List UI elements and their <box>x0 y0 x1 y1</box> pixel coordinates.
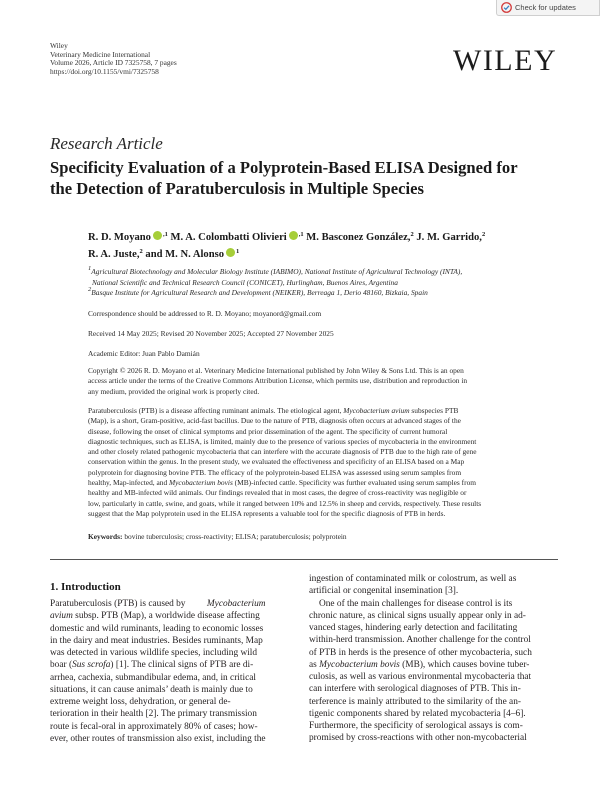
section-heading: 1. Introduction <box>50 581 121 593</box>
author-name: R. D. Moyano <box>88 232 151 243</box>
orcid-icon[interactable] <box>226 248 235 257</box>
volume-info: Volume 2026, Article ID 7325758, 7 pages <box>50 58 177 68</box>
author-affiliation-sup: 2 <box>481 231 486 238</box>
article-type: Research Article <box>50 134 163 153</box>
affiliation-sup: 2 <box>88 286 92 293</box>
academic-editor: Academic Editor: Juan Pablo Damián <box>88 349 200 358</box>
body-line <box>50 598 266 610</box>
author-name: M. Basconez González, <box>306 232 411 243</box>
affiliation-line: National Scientific and Technical Research Council (CONICET), Hurlingham, Buenos Aires, Argentina <box>92 277 398 287</box>
body-column-right <box>309 573 532 745</box>
body-line: Furthermore, the specificity of serological assays is com- <box>309 721 523 731</box>
journal-meta <box>50 42 177 76</box>
body-italic: Mycobacterium <box>206 599 266 609</box>
abstract-line <box>88 406 572 416</box>
author-affiliation-sup: 1 <box>236 248 240 255</box>
abstract-line: suggest that the Map polyprotein used in the ELISA represents a valuable tool for the specific diagnosis of PTB in herds. <box>88 508 446 518</box>
abstract-line <box>88 478 572 488</box>
check-for-updates-label: Check for updates <box>515 3 576 12</box>
publisher-name: Wiley <box>50 41 68 50</box>
body-line: vanced stages, hindering early detection and facilitating <box>309 623 518 633</box>
affiliation-line <box>88 267 568 278</box>
author-name: M. A. Colombatti Olivieri <box>170 232 287 243</box>
body-line: can interfere with serological diagnoses of PTB. This in- <box>309 684 521 695</box>
body-line: ingestion of contaminated milk or colostrum, as well as <box>309 574 517 584</box>
orcid-icon[interactable] <box>153 231 162 240</box>
orcid-icon[interactable] <box>289 231 298 240</box>
abstract-text: healthy, Map-infected, and <box>88 478 169 488</box>
abstract-line: healthy and MB-infected wild animals. Our findings revealed that in most cases, the degree of cross-reactivity was negligible or <box>88 488 467 498</box>
section-divider <box>50 559 558 560</box>
body-text: Paratuberculosis (PTB) is caused by <box>50 599 186 609</box>
abstract-italic: Mycobacterium avium <box>343 406 410 415</box>
body-line <box>50 659 266 671</box>
abstract-italic: Mycobacterium bovis <box>169 478 233 488</box>
abstract-line: polyprotein for diagnosing bovine PTB. The efficacy of the polyprotein-based ELISA was assessed using serum samples from <box>88 467 462 477</box>
body-line: within-herd transmission. Another challenge for the control <box>309 635 531 646</box>
author-row <box>88 229 568 246</box>
keywords <box>88 532 347 541</box>
body-line: promised by cross-reactions with other non-mycobacterial <box>309 733 527 744</box>
affiliations <box>88 267 568 299</box>
doi-link[interactable]: https://doi.org/10.1155/vmi/7325758 <box>50 66 159 76</box>
article-title <box>50 158 570 199</box>
title-line: Specificity Evaluation of a Polyprotein-Based ELISA Designed for <box>50 158 518 177</box>
body-line: in the dairy and meat industries. Besides ruminants, Map <box>50 635 263 646</box>
check-for-updates-button[interactable] <box>496 0 600 16</box>
body-text: subsp. PTB (Map), a worldwide disease affecting <box>72 611 260 622</box>
author-list <box>88 229 568 263</box>
body-line: culosis, as well as various environmental mycobacteria that <box>309 672 532 682</box>
body-line <box>50 610 266 622</box>
body-line: terioration in their health [2]. The primary transmission <box>50 709 257 720</box>
copyright-notice <box>88 366 568 397</box>
body-line: domestic and wild ruminants, leading to economic losses <box>50 623 264 634</box>
keywords-label: Keywords: <box>88 532 123 541</box>
check-for-updates-icon <box>501 2 512 13</box>
author-name: M. N. Alonso <box>165 249 225 260</box>
body-line: ever, other routes of transmission also exist, including the <box>50 733 266 744</box>
author-name: R. A. Juste, <box>88 249 140 260</box>
body-italic: Mycobacterium bovis <box>319 659 400 670</box>
copyright-line: Copyright © 2026 R. D. Moyano et al. Veterinary Medicine International published by John Wiley & Sons Ltd. This is an open <box>88 366 464 375</box>
article-dates: Received 14 May 2025; Revised 20 November 2025; Accepted 27 November 2025 <box>88 329 334 338</box>
affiliation-text: Agricultural Biotechnology and Molecular Biology Institute (IABIMO), National Institute of Agricultural Technology (INTA), <box>91 267 463 276</box>
body-line: artificial or congenital insemination [3]. <box>309 586 459 597</box>
author-affiliation-sup: 2 <box>410 231 414 238</box>
body-line: of PTB in herds is the presence of other mycobacteria, such <box>309 647 532 658</box>
author-row <box>88 246 568 263</box>
abstract-text: (MB)-infected cattle. Specificity was further evaluated using serum samples from <box>232 478 477 488</box>
affiliation-line <box>88 288 568 299</box>
body-line: chronic nature, as clinical signs usually appear only in ad- <box>309 610 526 621</box>
author-affiliation-sup: 2 <box>139 248 143 255</box>
body-column-left <box>50 598 266 745</box>
abstract-text: Paratuberculosis (PTB) is a disease affecting ruminant animals. The etiological agent, <box>88 406 344 415</box>
affiliation-text: Basque Institute for Agricultural Research and Development (NEIKER), Berreaga 1, Derio 48160, Bizkaia, Spain <box>91 288 428 297</box>
body-italic: avium <box>50 611 73 622</box>
title-line: the Detection of Paratuberculosis in Multiple Species <box>50 178 424 198</box>
copyright-line: access article under the terms of the Creative Commons Attribution License, which permits use, distribution and reproduction in <box>88 376 468 386</box>
abstract <box>88 406 572 519</box>
author-name: J. M. Garrido, <box>416 232 482 243</box>
abstract-line: (Map), is a short, Gram-positive, acid-fast bacillus. Due to the nature of PTB, diagnosis often occurs at advanced stages of the <box>88 416 461 426</box>
body-line: terference is mainly attributed to the similarity of the an- <box>309 696 521 707</box>
body-line: route is fecal-oral in approximately 80% of cases; how- <box>50 721 258 732</box>
abstract-line: conservation within the genus. In the present study, we evaluated the effectiveness and specificity of an ELISA based on a Map <box>88 457 465 467</box>
wiley-logo: WILEY <box>453 44 558 77</box>
body-line: tigenic components shared by related mycobacteria [4–6]. <box>309 708 526 719</box>
copyright-line: any medium, provided the original work is properly cited. <box>88 386 260 396</box>
author-conjunction: and <box>145 249 163 260</box>
body-italic: Sus scrofa <box>72 660 111 671</box>
body-text: boar ( <box>50 660 73 671</box>
body-line <box>309 659 532 671</box>
body-text: (MB), which causes bovine tuber- <box>399 659 530 670</box>
body-line: extreme weight loss, dehydration, or general de- <box>50 697 231 707</box>
body-text: as <box>309 659 320 670</box>
body-text: ) [1]. The clinical signs of PTB are di- <box>110 660 254 671</box>
author-affiliation-sup: ,1 <box>298 231 304 238</box>
author-affiliation-sup: ,1 <box>162 231 168 238</box>
abstract-line: and other closely related pathogenic mycobacteria that can interfere with the accurate diagnosis of PTB due to the high rate of gene <box>88 447 477 457</box>
abstract-line: diagnostic techniques, such as ELISA, is limited, mainly due to the presence of various species of mycobacteria in the environment <box>88 436 477 446</box>
journal-name: Veterinary Medicine International <box>50 49 151 59</box>
body-line: One of the main challenges for disease control is its <box>319 598 513 609</box>
affiliation-sup: 1 <box>88 265 92 272</box>
abstract-line: disease, following the onset of clinical symptoms and prior dissemination of the agent. The specificity of current humoral <box>88 426 448 436</box>
correspondence: Correspondence should be addressed to R. D. Moyano; moyanord@gmail.com <box>88 309 322 318</box>
body-line: was detected in various wildlife species, including wild <box>50 648 258 658</box>
keywords-text: bovine tuberculosis; cross-reactivity; ELISA; paratuberculosis; polyprotein <box>122 532 347 541</box>
abstract-line: low, particularly in cattle, swine, and goats, while it ranged between 10% and 12.5% in sheep and cervids, respectively. These results <box>88 498 482 508</box>
abstract-text: subspecies PTB <box>409 406 459 415</box>
body-line: situations, it can cause animals’ death is mainly due to <box>50 684 253 695</box>
body-line: arrhea, cachexia, submandibular edema, and, in critical <box>50 672 256 683</box>
